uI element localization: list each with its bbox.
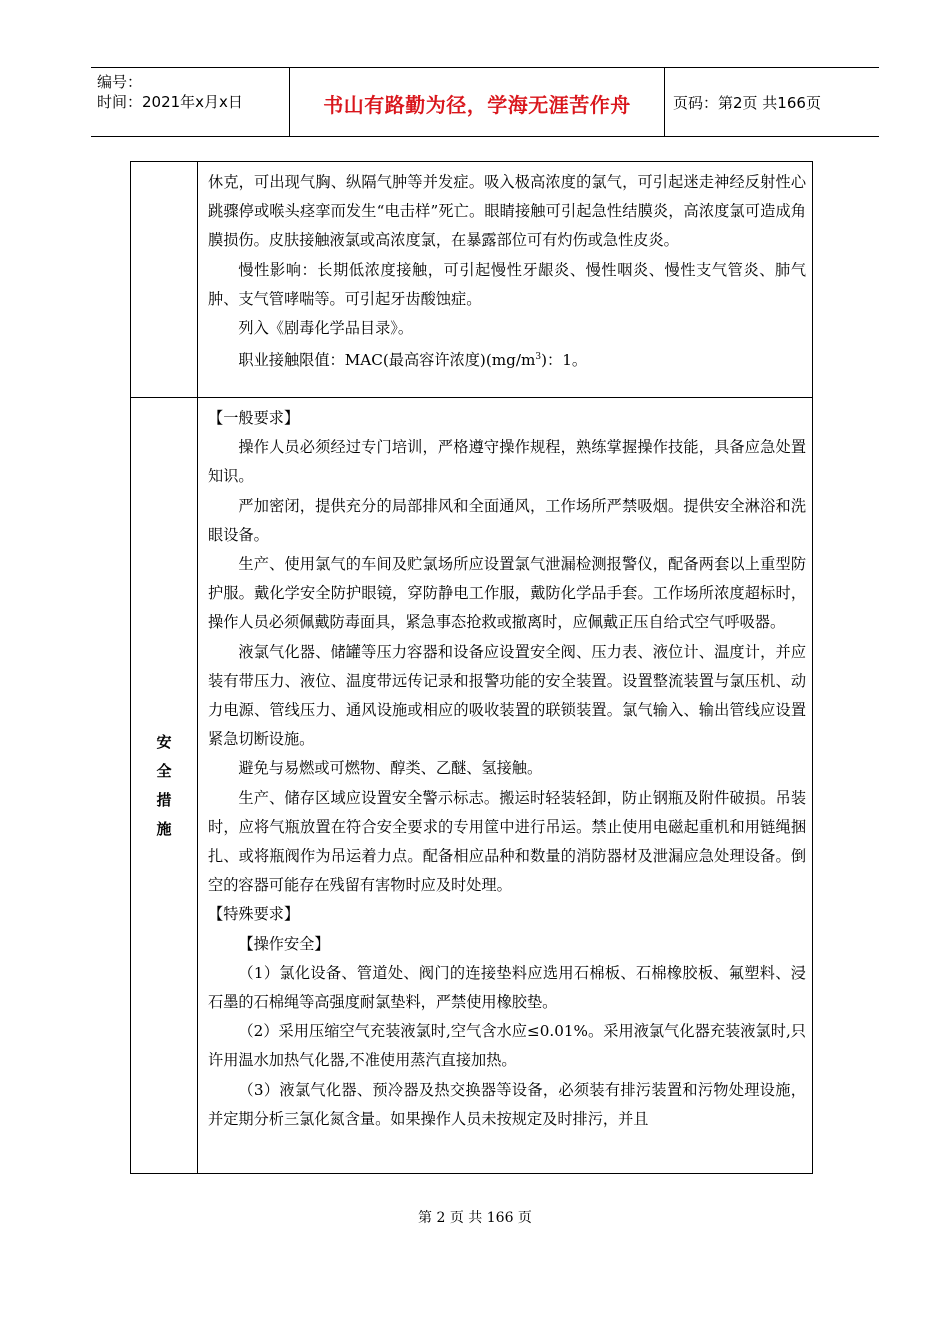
table-row-safety-measures (131, 397, 812, 1173)
row-label-cell-empty (131, 162, 198, 397)
exposure-limit-suffix: )：1。 (541, 351, 588, 370)
row-label-cell-safety (131, 398, 198, 1173)
paragraph-toxic-list: 列入《剧毒化学品目录》。 (238, 319, 414, 338)
label-char: 安 (156, 732, 172, 751)
paragraph-operation: （1）氯化设备、管道处、阀门的连接垫料应选用石棉板、石棉橡胶板、氟塑料、浸石墨的石棉绳等高强度耐氯垫料，严禁使用橡胶垫。 (208, 963, 806, 1012)
paragraph-acute-effects: 休克，可出现气胸、纵隔气肿等并发症。吸入极高浓度的氯气，可引起迷走神经反射性心跳骤停或喉头痉挛而发生“电击样”死亡。眼睛接触可引起急性结膜炎，高浓度氯可造成角膜损伤。皮肤接触液氯或高浓度氯，在暴露部位可有灼伤或急性皮炎。 (208, 173, 806, 250)
row-content-health-hazards (198, 162, 812, 397)
paragraph-general: 避免与易燃或可燃物、醇类、乙醚、氢接触。 (238, 759, 543, 778)
paragraph-operation: （2）采用压缩空气充装液氯时,空气含水应≤0.01%。采用液氯气化器充装液氯时,只许用温水加热气化器,不准使用蒸汽直接加热。 (208, 1022, 806, 1070)
section-heading-special: 【特殊要求】 (208, 905, 300, 924)
page-footer: 第 2 页 共 166 页 (418, 1210, 532, 1226)
paragraph-general: 生产、使用氯气的车间及贮氯场所应设置氯气泄漏检测报警仪，配备两套以上重型防护服。戴化学安全防护眼镜，穿防静电工作服，戴防化学品手套。工作场所浓度超标时，操作人员必须佩戴防毒面具，紧急事态抢救或撤离时，应佩戴正压自给式空气呼吸器。 (208, 555, 806, 632)
document-number-label: 编号： (97, 73, 143, 91)
paragraph-general: 生产、储存区域应设置安全警示标志。搬运时轻装轻卸，防止钢瓶及附件破损。吊装时，应将气瓶放置在符合安全要求的专用筐中进行吊运。禁止使用电磁起重机和用链绳捆扎、或将瓶阀作为吊运着力点。配备相应品种和数量的消防器材及泄漏应急处理设备。倒空的容器可能存在残留有害物时应及时处理。 (208, 788, 806, 895)
label-char: 施 (156, 819, 172, 838)
paragraph-general: 操作人员必须经过专门培训，严格遵守操作规程，熟练掌握操作技能，具备应急处置知识。 (208, 438, 806, 486)
header-motto: 书山有路勤为径，学海无涯苦作舟 (290, 68, 665, 136)
section-heading-general: 【一般要求】 (208, 409, 300, 427)
paragraph-operation: （3）液氯气化器、预冷器及热交换器等设备，必须装有排污装置和污物处理设施，并定期分析三氯化氮含量。如果操作人员未按规定及时排污，并且 (208, 1080, 806, 1128)
content-table (130, 161, 813, 1174)
page-header (91, 67, 879, 137)
paragraph-chronic-effects: 慢性影响：长期低浓度接触，可引起慢性牙龈炎、慢性咽炎、慢性支气管炎、肺气肿、支气管哮喘等。可引起牙齿酸蚀症。 (208, 260, 806, 308)
paragraph-general: 严加密闭，提供充分的局部排风和全面通风，工作场所严禁吸烟。提供安全淋浴和洗眼设备。 (208, 496, 806, 544)
header-meta (91, 68, 290, 136)
label-char: 措 (156, 790, 172, 809)
label-char: 全 (156, 761, 172, 780)
paragraph-exposure-limit (208, 343, 806, 375)
row-content-safety-measures (198, 398, 812, 1173)
exposure-limit-superscript: 3 (535, 352, 542, 363)
document-time-label: 时间：2021年x月x日 (97, 93, 243, 111)
header-page-number: 页码：第2页 共166页 (673, 93, 821, 112)
subsection-heading-operation: 【操作安全】 (238, 934, 330, 953)
exposure-limit-prefix: 职业接触限值：MAC(最高容许浓度)(mg/m (238, 351, 536, 370)
paragraph-general: 液氯气化器、储罐等压力容器和设备应设置安全阀、压力表、液位计、温度计，并应装有带压力、液位、温度带远传记录和报警功能的安全装置。设置整流装置与氯压机、动力电源、管线压力、通风设施或相应的吸收装置的联锁装置。氯气输入、输出管线应设置紧急切断设施。 (208, 642, 806, 749)
row-label-safety-measures (156, 728, 171, 844)
table-row-health-hazards (131, 162, 812, 397)
